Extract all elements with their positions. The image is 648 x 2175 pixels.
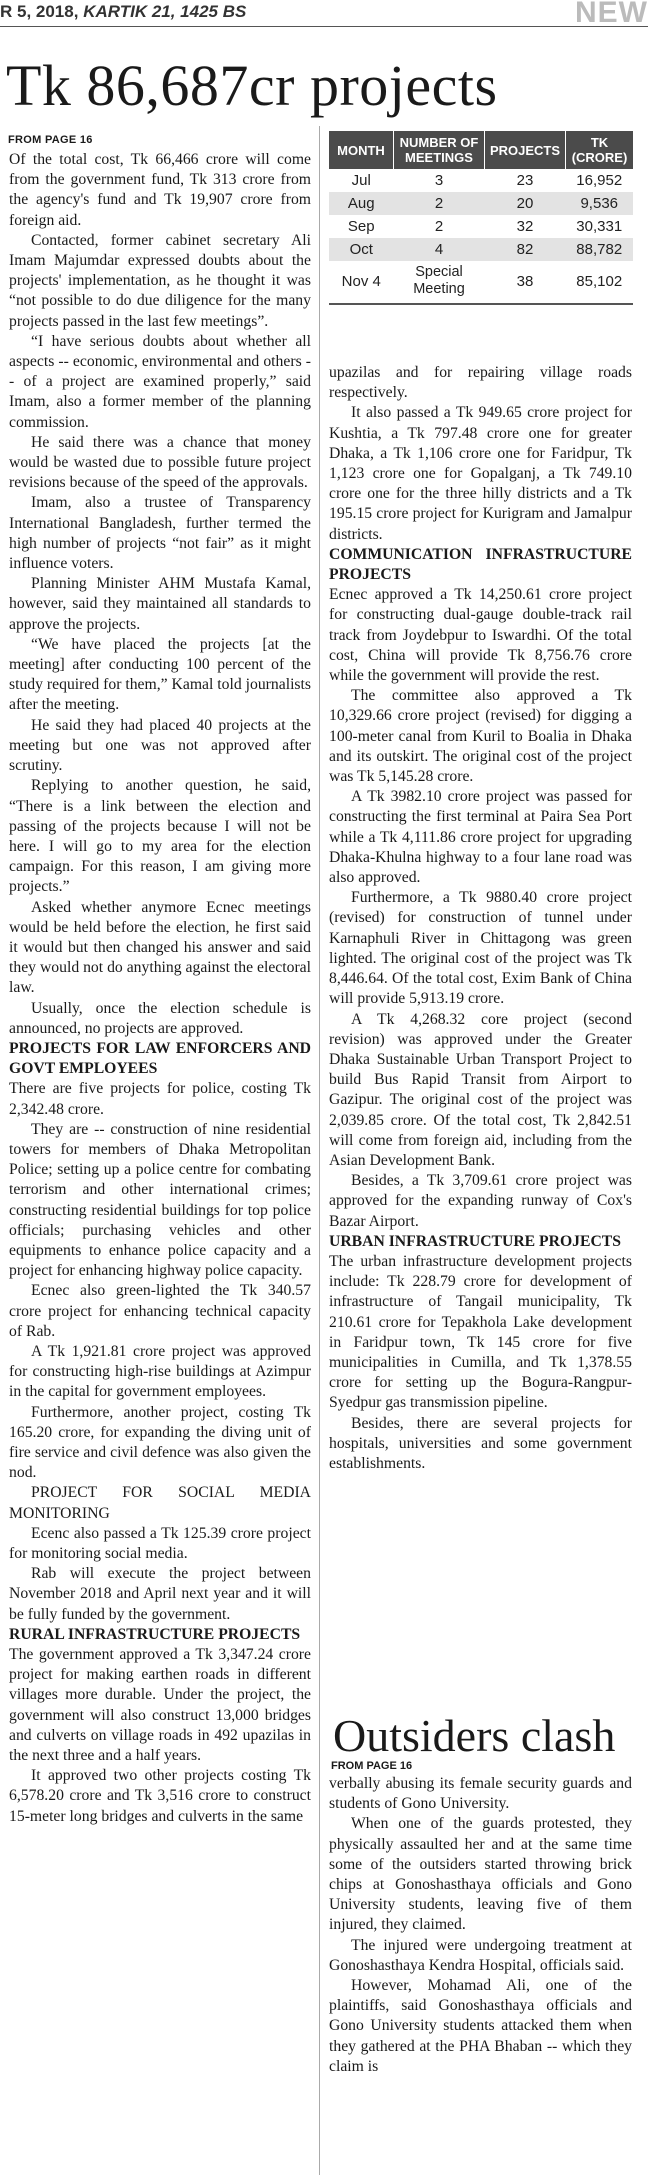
cell-meetings: 4 — [394, 238, 485, 261]
cell-projects: 82 — [485, 238, 566, 261]
paragraph: Imam, also a trustee of Transparency International Bangladesh, further termed the high number of projects “not fair” as it might influence voters. — [9, 494, 311, 573]
header-projects: PROJECTS — [485, 131, 566, 169]
cell-meetings: 3 — [434, 172, 444, 189]
paragraph: Ecnec also green-lighted the Tk 340.57 crore project for enhancing technical capacity of Rab. — [9, 1282, 311, 1340]
bengali-date: KARTIK 21, 1425 BS — [83, 2, 247, 21]
jump-line: FROM PAGE 16 — [8, 134, 93, 146]
ecnec-meetings-table — [329, 131, 633, 305]
cell-month: Nov 4 — [341, 272, 381, 290]
cell-tk: 16,952 — [576, 172, 623, 189]
paragraph: The government approved a Tk 3,347.24 crore project for making earthen roads in different villages more durable. Under the project, the government will also construct 13,000 bridges and culverts on village roads in 492 upazilas in the next three and a half years. — [9, 1646, 311, 1765]
paragraph: It also passed a Tk 949.65 crore project for Kushtia, a Tk 797.48 crore one for greater Dhaka, a Tk 1,106 crore one for Faridpur, Tk 1,123 crore one for Gopalganj, a Tk 749.10 crore one for the three hilly districts and a Tk 195.15 crore project for Kurigram and Jamalpur districts. — [329, 404, 632, 543]
table-row — [329, 192, 633, 215]
paragraph: It approved two other projects costing Tk 6,578.20 crore and Tk 3,516 crore to construct 15-meter long bridges and culverts in the same — [9, 1767, 311, 1825]
paragraph: Usually, once the election schedule is announced, no projects are approved. — [9, 999, 311, 1037]
cell-projects: 38 — [516, 272, 534, 290]
paragraph: The urban infrastructure development projects include: Tk 228.79 crore for development of infrastructure of Tangail municipality, Tk 210.61 crore for Tepakhola Lake development in Faridpur town, Tk 145 crore for five municipalities in Cumilla, and Tk 1,378.55 crore for setting up the Bogura-Rangpur-Syedpur gas transmission pipeline. — [329, 1252, 632, 1412]
article-column-2 — [329, 363, 632, 1693]
table-row — [329, 238, 633, 261]
paragraph: There are five projects for police, costing Tk 2,342.48 crore. — [9, 1080, 311, 1118]
paragraph: Replying to another question, he said, “There is a link between the election and passing of the projects because I will not be here. I will go to my area for the election campaign. For this reason, I am giving more projects.” — [9, 777, 311, 896]
header-tk-crore: TK (CRORE) — [566, 131, 634, 169]
page-title: Tk 86,687cr projects — [6, 53, 498, 118]
cell-projects: 20 — [485, 192, 566, 215]
paragraph: However, Mohamad Ali, one of the plaintiffs, said Gonoshasthaya officials and Gono University students attacked them when they gathered at the PHA Bhaban -- which they claim is — [329, 1977, 632, 2075]
table-row — [329, 215, 633, 238]
paragraph: Rab will execute the project between November 2018 and April next year and it will be fully funded by the government. — [9, 1565, 311, 1623]
paragraph: He said there was a chance that money would be wasted due to possible future project revisions because of the speed of the approvals. — [9, 433, 311, 492]
cell-meetings: 2 — [394, 192, 485, 215]
second-story-jump-line: FROM PAGE 16 — [331, 1760, 413, 1772]
section-heading-communication: COMMUNICATION INFRASTRUCTURE PROJECTS — [329, 545, 632, 584]
cell-tk: 9,536 — [566, 192, 634, 215]
table-bottom-rule — [329, 303, 633, 305]
table-row — [329, 169, 633, 192]
issue-date — [0, 2, 246, 22]
stats-table — [329, 131, 633, 301]
cell-projects: 32 — [516, 218, 534, 235]
table-header-row — [329, 131, 633, 169]
paragraph: “We have placed the projects [at the meeting] after conducting 100 percent of the study required for them,” Kamal told journalists after the meeting. — [9, 635, 311, 714]
second-story-headline: Outsiders clash — [333, 1710, 616, 1761]
section-heading-social-media: PROJECT FOR SOCIAL MEDIA MONITORING — [9, 1484, 311, 1522]
cell-tk: 30,331 — [576, 218, 623, 235]
newspaper-logo-fragment: NEW — [575, 0, 648, 29]
header-month: MONTH — [329, 131, 394, 169]
paragraph: Asked whether anymore Ecnec meetings would be held before the election, he first said it would but then changed his answer and said they would not do anything against the electoral law. — [9, 898, 311, 997]
section-heading-urban: URBAN INFRASTRUCTURE PROJECTS — [329, 1232, 621, 1250]
cell-month: Sep — [347, 218, 375, 235]
paragraph: Ecnec approved a Tk 14,250.61 crore project for constructing dual-gauge double-track rail track from Joydebpur to Iswardhi. Of the total cost, China will provide Tk 8,756.76 crore while the government will provide the rest. — [329, 586, 632, 685]
date-prefix: R 5, 2018, — [0, 2, 79, 21]
second-story-column — [329, 1774, 632, 2175]
paragraph: Ecenc also passed a Tk 125.39 crore project for monitoring social media. — [9, 1524, 311, 1563]
cell-projects: 23 — [516, 172, 534, 189]
paragraph: A Tk 1,921.81 crore project was approved for constructing high-rise buildings at Azimpur in the capital for government employees. — [9, 1342, 311, 1401]
paragraph: Planning Minister AHM Mustafa Kamal, however, said they maintained all standards to approve the projects. — [9, 575, 311, 633]
masthead — [0, 0, 648, 27]
section-heading-law: PROJECTS FOR LAW ENFORCERS AND GOVT EMPLOYEES — [9, 1039, 311, 1078]
cell-meetings: Special Meeting — [413, 264, 465, 297]
paragraph: Furthermore, a Tk 9880.40 crore project (revised) for construction of tunnel under Karnaphuli River in Chittagong was green lighted. The original cost of the project was Tk 8,446.64. Of the total cost, Exim Bank of China will provide 5,913.19 crore. — [329, 889, 632, 1008]
paragraph: The committee also approved a Tk 10,329.66 crore project (revised) for digging a 100-meter canal from Kuril to Boalia in Dhaka and its outskirt. The original cost of the project was Tk 5,145.28 crore. — [329, 687, 632, 786]
paragraph: He said they had placed 40 projects at the meeting but one was not approved after scrutiny. — [9, 716, 311, 775]
column-divider — [319, 126, 320, 2175]
paragraph: The injured were undergoing treatment at Gonoshasthaya Kendra Hospital, officials said. — [329, 1936, 632, 1974]
cell-month: Oct — [329, 238, 394, 261]
paragraph: They are -- construction of nine residential towers for members of Dhaka Metropolitan Police; setting up a police centre for combating terrorism and other international crimes; constructing residential buildings for top police officials; purchasing vehicles and other equipments to enhance police capacity and a project for enhancing highway police capacity. — [9, 1120, 311, 1280]
header-meetings: NUMBER OF MEETINGS — [394, 131, 485, 169]
paragraph: Of the total cost, Tk 66,466 crore will come from the government fund, Tk 313 crore from the agency's fund and Tk 19,907 crore from foreign aid. — [9, 151, 311, 229]
cell-meetings: 2 — [434, 218, 444, 235]
cell-tk: 85,102 — [576, 272, 623, 290]
paragraph: Besides, a Tk 3,709.61 crore project was approved for the expanding runway of Cox's Bazar Airport. — [329, 1172, 632, 1230]
paragraph: Contacted, former cabinet secretary Ali Imam Majumdar expressed doubts about the projects' implementation, as he thought it was “not possible to do due diligence for the many projects passed in the last few meetings”. — [9, 231, 311, 330]
table-row — [329, 261, 633, 301]
paragraph: A Tk 3982.10 crore project was passed for constructing the first terminal at Paira Sea Port while a Tk 4,111.86 crore project for upgrading Dhaka-Khulna highway to a four lane road was also approved. — [329, 788, 632, 887]
paragraph: When one of the guards protested, they physically assaulted her and at the same time some of the outsiders started throwing brick chips at Gonoshasthaya officials and Gono University students, leaving five of them injured, they claimed. — [329, 1815, 632, 1934]
paragraph: Besides, there are several projects for hospitals, universities and some government establishments. — [329, 1414, 632, 1472]
paragraph: upazilas and for repairing village roads respectively. — [329, 364, 632, 402]
article-column-1 — [9, 150, 311, 2175]
cell-month: Jul — [351, 172, 371, 189]
paragraph: A Tk 4,268.32 core project (second revision) was approved under the Greater Dhaka Sustainable Urban Transport Project to build Bus Rapid Transit from Airport to Gazipur. The original cost of the project was 2,039.85 crore. Of the total cost, Tk 2,842.51 will come from foreign aid, including from the Asian Development Bank. — [329, 1010, 632, 1169]
paragraph: Furthermore, another project, costing Tk 165.20 crore, for expanding the diving unit of fire service and civil defence was also given the nod. — [9, 1403, 311, 1482]
section-heading-rural: RURAL INFRASTRUCTURE PROJECTS — [9, 1625, 301, 1643]
paragraph: “I have serious doubts about whether all aspects -- economic, environmental and others -- of a project are examined properly,” said Imam, also a former member of the planning commission. — [9, 332, 311, 431]
paragraph: verbally abusing its female security guards and students of Gono University. — [329, 1775, 632, 1813]
cell-month: Aug — [329, 192, 394, 215]
cell-tk: 88,782 — [566, 238, 634, 261]
